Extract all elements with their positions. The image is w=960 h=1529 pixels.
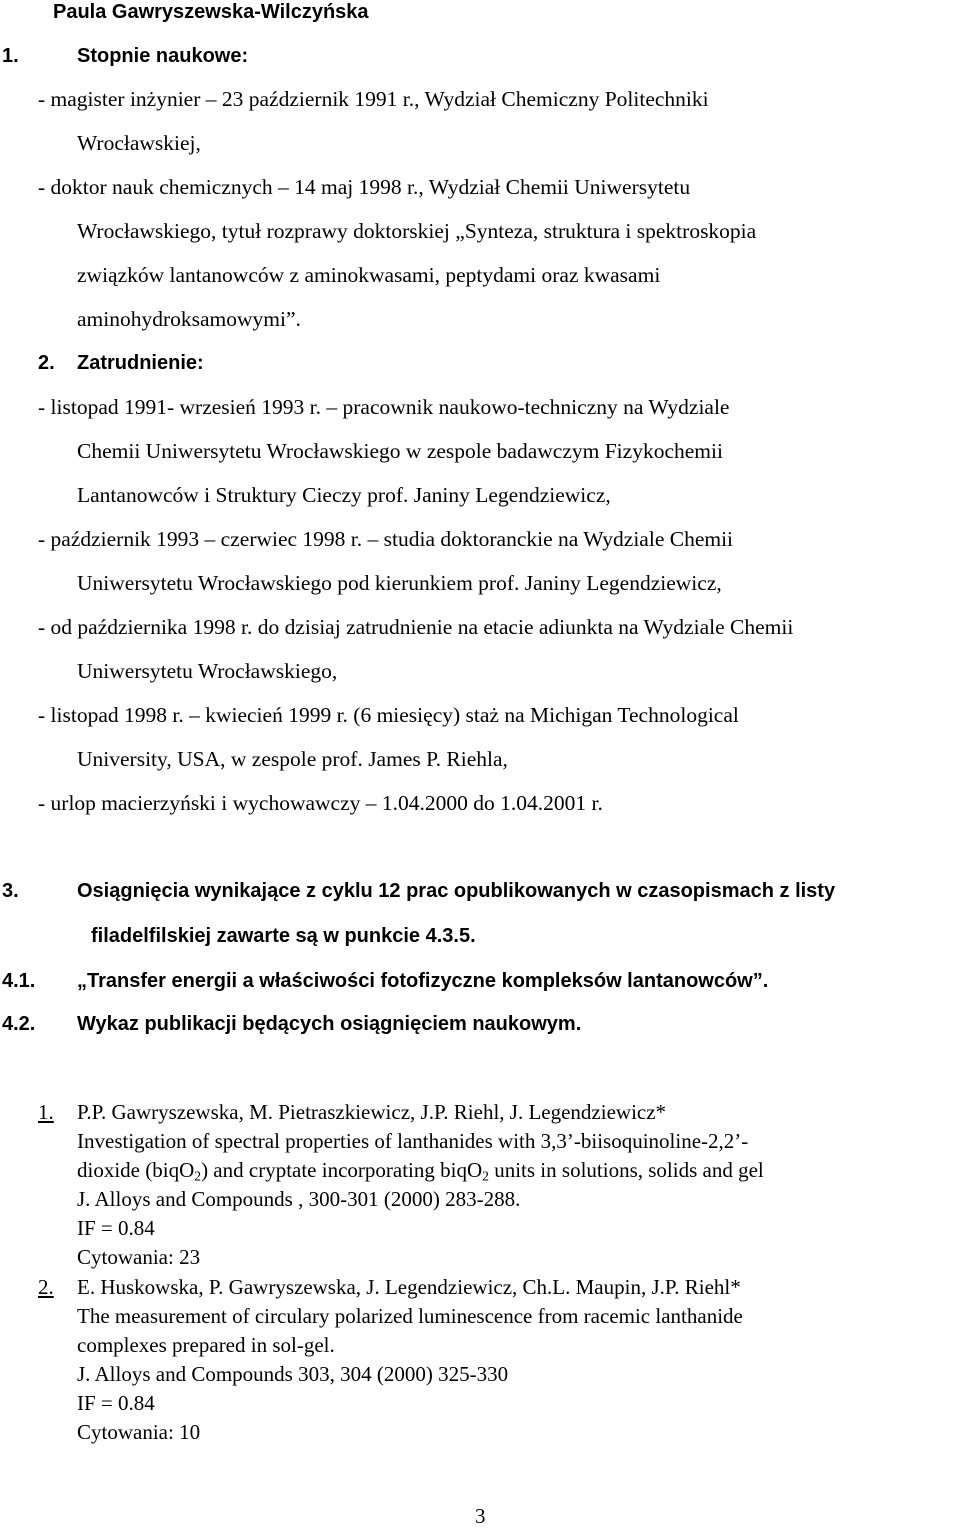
publication-journal: J. Alloys and Compounds 303, 304 (2000) 325-330 [77, 1362, 509, 1386]
publication-journal: J. Alloys and Compounds , 300-301 (2000) 283-288. [77, 1187, 521, 1211]
section-3-title-continued: filadelfilskiej zawarte są w punkcie 4.3.5. [91, 925, 476, 947]
publication-impact-factor: IF = 0.84 [77, 1216, 155, 1240]
publication-citations: Cytowania: 23 [77, 1245, 201, 1269]
section-1-number: 1. [2, 45, 19, 67]
publication-authors: E. Huskowska, P. Gawryszewska, J. Legendziewicz, Ch.L. Maupin, J.P. Riehl* [77, 1275, 741, 1299]
section-1-line: - doktor nauk chemicznych – 14 maj 1998 r., Wydział Chemii Uniwersytetu [38, 175, 691, 199]
section-2-line: University, USA, w zespole prof. James P. Riehla, [77, 747, 508, 771]
section-2-line: - urlop macierzyński i wychowawczy – 1.04.2000 do 1.04.2001 r. [38, 791, 603, 815]
section-4-1-title: „Transfer energii a właściwości fotofizyczne kompleksów lantanowców”. [77, 970, 769, 992]
section-2-line: Uniwersytetu Wrocławskiego pod kierunkiem prof. Janiny Legendziewicz, [77, 571, 722, 595]
publication-authors: P.P. Gawryszewska, M. Pietraszkiewicz, J.P. Riehl, J. Legendziewicz* [77, 1100, 667, 1124]
section-3-number: 3. [2, 880, 19, 902]
section-2-line: Uniwersytetu Wrocławskiego, [77, 659, 338, 683]
section-1-line: Wrocławskiego, tytuł rozprawy doktorskiej „Synteza, struktura i spektroskopia [77, 219, 757, 243]
section-3-title: Osiągnięcia wynikające z cyklu 12 prac opublikowanych w czasopismach z listy [77, 880, 836, 902]
publication-citations: Cytowania: 10 [77, 1420, 201, 1444]
publication-title: Investigation of spectral properties of lanthanides with 3,3’-biisoquinoline-2,2’- [77, 1129, 749, 1153]
publication-number: 2. [38, 1275, 54, 1299]
section-4-2-title: Wykaz publikacji będących osiągnięciem naukowym. [77, 1013, 582, 1035]
section-1-title: Stopnie naukowe: [77, 45, 249, 67]
publication-title: The measurement of circulary polarized luminescence from racemic lanthanide [77, 1304, 743, 1328]
section-1-line: Wrocławskiej, [77, 131, 201, 155]
section-2-line: - od października 1998 r. do dzisiaj zatrudnienie na etacie adiunkta na Wydziale Chemii [38, 615, 794, 639]
page-number: 3 [475, 1504, 486, 1528]
publication-impact-factor: IF = 0.84 [77, 1391, 155, 1415]
section-1-line: aminohydroksamowymi”. [77, 307, 301, 331]
section-2-number: 2. [38, 352, 55, 374]
publication-number: 1. [38, 1100, 54, 1124]
section-2-line: - listopad 1991- wrzesień 1993 r. – pracownik naukowo-techniczny na Wydziale [38, 395, 730, 419]
section-2-line: - listopad 1998 r. – kwiecień 1999 r. (6 miesięcy) staż na Michigan Technological [38, 703, 739, 727]
section-2-line: Chemii Uniwersytetu Wrocławskiego w zespole badawczym Fizykochemii [77, 439, 723, 463]
publication-title-continued: complexes prepared in sol-gel. [77, 1333, 335, 1357]
section-1-line: związków lantanowców z aminokwasami, peptydami oraz kwasami [77, 263, 661, 287]
document-author: Paula Gawryszewska-Wilczyńska [53, 1, 369, 23]
section-4-2-number: 4.2. [2, 1013, 36, 1035]
section-1-line: - magister inżynier – 23 październik 1991 r., Wydział Chemiczny Politechniki [38, 87, 709, 111]
section-2-title: Zatrudnienie: [77, 352, 204, 374]
section-2-line: Lantanowców i Struktury Cieczy prof. Janiny Legendziewicz, [77, 483, 611, 507]
section-2-line: - październik 1993 – czerwiec 1998 r. – studia doktoranckie na Wydziale Chemii [38, 527, 734, 551]
section-4-1-number: 4.1. [2, 970, 36, 992]
publication-title-continued: dioxide (biqO$_2$) and cryptate incorporating biqO$_2$ units in solutions, solids and gel [77, 1158, 764, 1184]
